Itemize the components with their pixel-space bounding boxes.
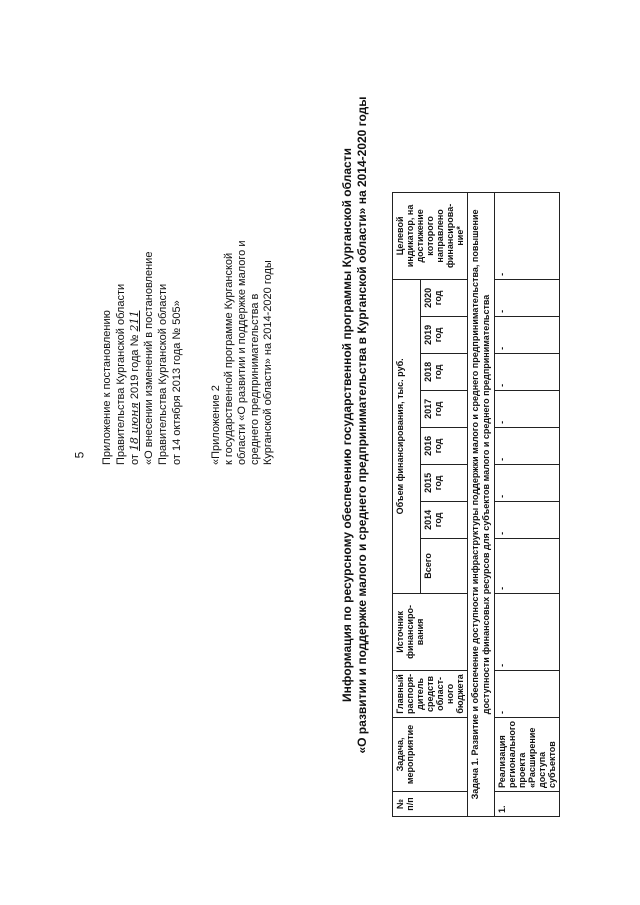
date-mid: 2019 года № <box>129 334 141 400</box>
row-cell: - <box>495 670 560 717</box>
header-no: № п/п <box>393 792 468 817</box>
header-year: 2014 год <box>421 501 468 538</box>
prilozhenie-line: области «О развитии и поддержке малого и <box>236 240 248 465</box>
row-number: 1. <box>495 792 560 817</box>
header-year: 2019 год <box>421 316 468 353</box>
row-cell: - <box>495 501 560 538</box>
header-vsego: Всего <box>421 538 468 593</box>
table-row <box>495 192 560 816</box>
header-obem: Объем финансирования, тыс. руб. <box>393 279 421 593</box>
task-1-row: Задача 1. Развитие и обеспечение доступности инфраструктуры поддержки малого и среднего предпринимательства, повышение доступности финансовых ресурсов для субъектов малого и среднего предпринимательства <box>468 192 495 816</box>
appendix-line: Правительства Курганской области <box>115 283 127 465</box>
header-year: 2016 год <box>421 427 468 464</box>
row-cell: - <box>495 464 560 501</box>
prilozhenie-block <box>210 165 275 465</box>
appendix-line: «О внесении изменений в постановление <box>143 251 155 465</box>
row-cell: - <box>495 316 560 353</box>
prilozhenie-line: Курганской области» на 2014-2020 годы <box>262 260 274 465</box>
row-cell: - <box>495 192 560 279</box>
resource-table <box>392 192 560 817</box>
row-cell: - <box>495 279 560 316</box>
prilozhenie-line: среднего предпринимательства в <box>249 293 261 465</box>
appendix-line: от 14 октября 2013 года № 505» <box>171 300 183 465</box>
title-line-2: «О развитии и поддержке малого и среднего предпринимательства в Курганской области» на 2014-2020 годы <box>355 96 369 754</box>
row-cell: - <box>495 390 560 427</box>
page-number: 5 <box>72 451 87 459</box>
header-celevoy: Целевой индикатор, на достижение которого направлено финансирова-ние* <box>393 192 468 279</box>
header-year: 2020 год <box>421 279 468 316</box>
appendix-block <box>100 205 184 465</box>
header-zadacha: Задача, мероприятие <box>393 717 468 791</box>
appendix-line: Приложение к постановлению <box>101 310 113 465</box>
prilozhenie-line: к государственной программе Курганской <box>223 252 235 465</box>
row-text: Реализация регионального проекта «Расширение доступа субъектов <box>495 717 560 791</box>
appendix-line: Правительства Курганской области <box>157 283 169 465</box>
header-year: 2017 год <box>421 390 468 427</box>
prilozhenie-line: «Приложение 2 <box>210 385 222 465</box>
handwritten-date: 18 июня <box>128 402 141 452</box>
row-cell: - <box>495 538 560 593</box>
header-istochnik: Источник финансиро-вания <box>393 593 468 670</box>
title-line-1: Информация по ресурсному обеспечению государственной программы Курганской области <box>340 148 354 702</box>
header-year: 2015 год <box>421 464 468 501</box>
row-cell: - <box>495 353 560 390</box>
row-cell: - <box>495 593 560 670</box>
header-year: 2018 год <box>421 353 468 390</box>
date-prefix: от <box>129 454 141 465</box>
header-glavny: Главный распоря-дитель средств област-ного бюджета <box>393 670 468 717</box>
appendix-date-line <box>128 205 142 465</box>
document-title <box>340 65 370 785</box>
handwritten-number: 211 <box>128 310 141 332</box>
row-cell: - <box>495 427 560 464</box>
